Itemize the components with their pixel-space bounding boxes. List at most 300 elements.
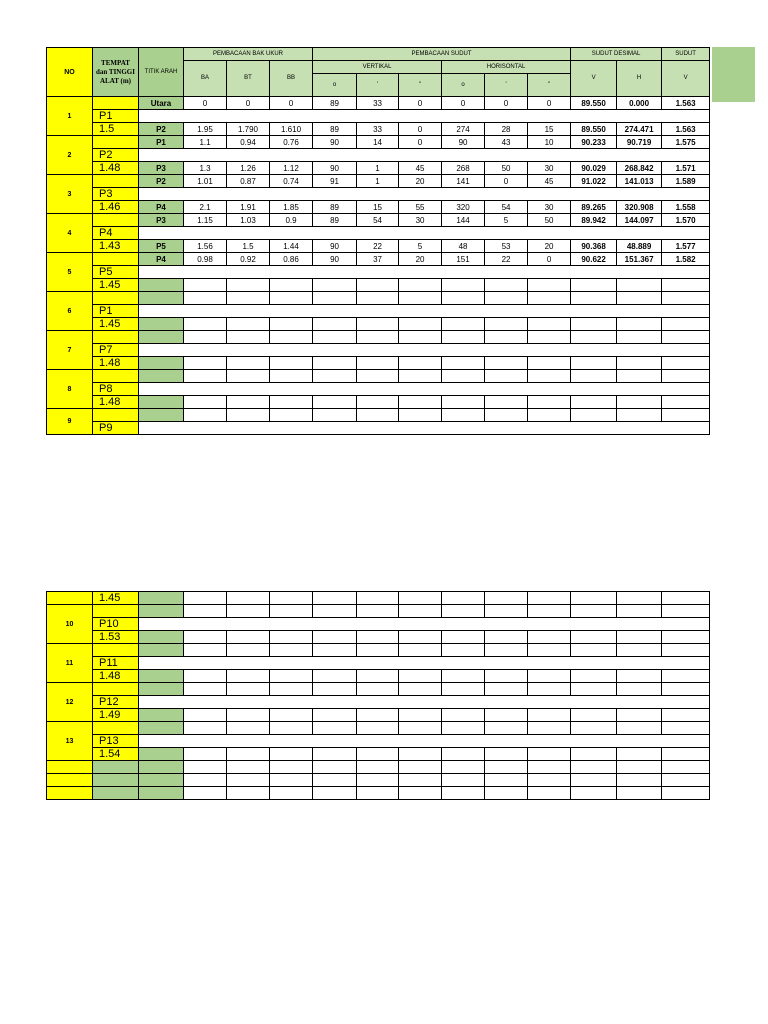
value-cell-bb [270, 292, 313, 305]
value-cell-v: 89.942 [571, 214, 617, 227]
value-cell-bb: 1.610 [270, 123, 313, 136]
value-cell-vm [357, 670, 399, 683]
station-name: P12 [93, 696, 139, 709]
value-cell-vs [399, 787, 442, 800]
titik-arah-cell: Utara [139, 97, 184, 110]
value-cell-bt: 0 [227, 97, 270, 110]
value-cell-bt: 1.03 [227, 214, 270, 227]
station-name: P8 [93, 383, 139, 396]
titik-arah-cell: P4 [139, 201, 184, 214]
value-cell-vd: 90 [313, 253, 357, 266]
value-cell-v2 [662, 709, 710, 722]
value-cell-v2 [662, 683, 710, 696]
table-row [47, 253, 710, 266]
table-row [47, 162, 710, 175]
value-cell-ba [184, 709, 227, 722]
value-cell-vm [357, 774, 399, 787]
station-name: P13 [93, 735, 139, 748]
value-cell-hm [485, 592, 528, 605]
value-cell-hd [442, 370, 485, 383]
titik-arah-cell [139, 357, 184, 370]
value-cell-hs [528, 292, 571, 305]
value-cell-vm [357, 409, 399, 422]
value-cell-vs [399, 722, 442, 735]
value-cell-bt [227, 787, 270, 800]
value-cell-hs: 20 [528, 240, 571, 253]
value-cell-v2 [662, 357, 710, 370]
value-cell-hm: 5 [485, 214, 528, 227]
station-number: 2 [47, 136, 93, 175]
station-number: 4 [47, 214, 93, 253]
value-cell-hd [442, 670, 485, 683]
titik-arah-cell [139, 605, 184, 618]
table-row [47, 357, 710, 370]
table-row [47, 722, 710, 735]
value-cell-hs: 30 [528, 162, 571, 175]
station-name-top [93, 331, 139, 344]
value-cell-v2: 1.582 [662, 253, 710, 266]
value-cell-v2 [662, 631, 710, 644]
value-cell-vm [357, 396, 399, 409]
value-cell-vs [399, 774, 442, 787]
blank-row-cell [139, 735, 710, 748]
table-row [47, 331, 710, 344]
value-cell-bb [270, 370, 313, 383]
value-cell-hm [485, 357, 528, 370]
station-name: P4 [93, 227, 139, 240]
value-cell-vm: 15 [357, 201, 399, 214]
value-cell-h: 151.367 [617, 253, 662, 266]
value-cell-v: 91.022 [571, 175, 617, 188]
table-row [47, 396, 710, 409]
value-cell-v [571, 318, 617, 331]
station-height: 1.5 [93, 123, 139, 136]
value-cell-v2: 1.563 [662, 123, 710, 136]
value-cell-bb [270, 670, 313, 683]
value-cell-bt [227, 409, 270, 422]
header-sudut: SUDUT [662, 48, 710, 61]
station-name-top [93, 722, 139, 735]
value-cell-hs: 0 [528, 97, 571, 110]
station-name-top [93, 292, 139, 305]
table-row [47, 631, 710, 644]
value-cell-hs [528, 396, 571, 409]
value-cell-v: 89.550 [571, 123, 617, 136]
value-cell-hs [528, 357, 571, 370]
value-cell-hm: 22 [485, 253, 528, 266]
value-cell-bb [270, 787, 313, 800]
titik-arah-cell: P2 [139, 123, 184, 136]
station-name: P2 [93, 149, 139, 162]
value-cell-h [617, 748, 662, 761]
value-cell-v2: 1.577 [662, 240, 710, 253]
value-cell-hs [528, 722, 571, 735]
value-cell-hs [528, 683, 571, 696]
value-cell-vm [357, 748, 399, 761]
value-cell-vs [399, 318, 442, 331]
value-cell-bt: 0.87 [227, 175, 270, 188]
titik-arah-cell [139, 670, 184, 683]
value-cell-vs [399, 370, 442, 383]
value-cell-h [617, 592, 662, 605]
value-cell-hs: 30 [528, 201, 571, 214]
value-cell-hd [442, 683, 485, 696]
value-cell-vm [357, 592, 399, 605]
value-cell-h [617, 774, 662, 787]
value-cell-ba: 1.01 [184, 175, 227, 188]
header-h-sec: " [528, 74, 571, 97]
table-row [47, 318, 710, 331]
titik-arah-cell [139, 396, 184, 409]
value-cell-h [617, 318, 662, 331]
value-cell-vs [399, 670, 442, 683]
value-cell-v: 90.233 [571, 136, 617, 149]
value-cell-ba [184, 683, 227, 696]
value-cell-h: 90.719 [617, 136, 662, 149]
value-cell-h [617, 292, 662, 305]
value-cell-h: 274.471 [617, 123, 662, 136]
value-cell-h [617, 631, 662, 644]
value-cell-bb: 0.86 [270, 253, 313, 266]
station-number [47, 787, 93, 800]
value-cell-bt [227, 683, 270, 696]
value-cell-bb: 1.12 [270, 162, 313, 175]
blank-row-cell [139, 266, 710, 279]
station-name-top [93, 214, 139, 227]
value-cell-hs [528, 761, 571, 774]
station-height: 1.45 [93, 592, 139, 605]
titik-arah-cell [139, 279, 184, 292]
value-cell-vd [313, 605, 357, 618]
value-cell-v2 [662, 279, 710, 292]
header-h-deg: o [442, 74, 485, 97]
station-number [47, 774, 93, 787]
value-cell-hm [485, 409, 528, 422]
value-cell-h [617, 605, 662, 618]
blank-row-cell [139, 227, 710, 240]
value-cell-vs [399, 761, 442, 774]
station-number [47, 592, 93, 605]
value-cell-vs [399, 279, 442, 292]
value-cell-v [571, 279, 617, 292]
value-cell-vd [313, 709, 357, 722]
value-cell-hd [442, 761, 485, 774]
header-pembacaan-sudut: PEMBACAAN SUDUT [313, 48, 571, 61]
value-cell-hd [442, 787, 485, 800]
value-cell-ba: 1.1 [184, 136, 227, 149]
value-cell-hs [528, 592, 571, 605]
value-cell-vd [313, 631, 357, 644]
value-cell-v2 [662, 292, 710, 305]
titik-arah-cell: P4 [139, 253, 184, 266]
value-cell-hs [528, 331, 571, 344]
value-cell-ba [184, 592, 227, 605]
station-height: 1.49 [93, 709, 139, 722]
value-cell-v [571, 605, 617, 618]
value-cell-bt [227, 761, 270, 774]
value-cell-hs [528, 370, 571, 383]
value-cell-bt [227, 605, 270, 618]
station-number: 3 [47, 175, 93, 214]
value-cell-bb [270, 279, 313, 292]
table-row [47, 305, 710, 318]
station-height: 1.48 [93, 162, 139, 175]
value-cell-hd [442, 748, 485, 761]
value-cell-hm: 0 [485, 175, 528, 188]
titik-arah-cell: P2 [139, 175, 184, 188]
value-cell-ba [184, 644, 227, 657]
header-bb: BB [270, 61, 313, 97]
station-height: 1.54 [93, 748, 139, 761]
value-cell-ba [184, 331, 227, 344]
table-row [47, 136, 710, 149]
value-cell-vs: 5 [399, 240, 442, 253]
value-cell-bt [227, 292, 270, 305]
value-cell-vd [313, 787, 357, 800]
value-cell-v [571, 631, 617, 644]
value-cell-hm [485, 761, 528, 774]
value-cell-v: 89.550 [571, 97, 617, 110]
value-cell-ba: 1.95 [184, 123, 227, 136]
value-cell-vm [357, 318, 399, 331]
table-row [47, 774, 710, 787]
value-cell-vs [399, 396, 442, 409]
value-cell-h [617, 709, 662, 722]
value-cell-vd: 89 [313, 97, 357, 110]
value-cell-hm: 0 [485, 97, 528, 110]
value-cell-h: 48.889 [617, 240, 662, 253]
value-cell-vs [399, 631, 442, 644]
header-ba: BA [184, 61, 227, 97]
value-cell-h [617, 279, 662, 292]
station-name: P1 [93, 305, 139, 318]
value-cell-hm [485, 605, 528, 618]
titik-arah-cell: P3 [139, 214, 184, 227]
table-row [47, 175, 710, 188]
value-cell-hd: 268 [442, 162, 485, 175]
value-cell-hd [442, 279, 485, 292]
station-name: P3 [93, 188, 139, 201]
value-cell-h [617, 370, 662, 383]
value-cell-vm [357, 787, 399, 800]
value-cell-hs: 45 [528, 175, 571, 188]
value-cell-bb [270, 761, 313, 774]
table-row [47, 149, 710, 162]
value-cell-vm [357, 644, 399, 657]
value-cell-hm [485, 787, 528, 800]
value-cell-vm: 14 [357, 136, 399, 149]
value-cell-vs: 0 [399, 97, 442, 110]
value-cell-v [571, 761, 617, 774]
value-cell-vm [357, 370, 399, 383]
value-cell-v [571, 683, 617, 696]
value-cell-ba [184, 670, 227, 683]
value-cell-vd: 89 [313, 201, 357, 214]
value-cell-hs [528, 605, 571, 618]
value-cell-v2 [662, 592, 710, 605]
value-cell-v2 [662, 396, 710, 409]
value-cell-hm [485, 670, 528, 683]
value-cell-v: 90.368 [571, 240, 617, 253]
value-cell-h [617, 644, 662, 657]
header-v-sec: " [399, 74, 442, 97]
value-cell-ba [184, 605, 227, 618]
value-cell-hd [442, 631, 485, 644]
table-row [47, 618, 710, 631]
value-cell-vd [313, 774, 357, 787]
value-cell-vs: 0 [399, 123, 442, 136]
value-cell-bb: 1.85 [270, 201, 313, 214]
table-row [47, 227, 710, 240]
titik-arah-cell [139, 709, 184, 722]
value-cell-hs [528, 279, 571, 292]
station-number [47, 761, 93, 774]
value-cell-bt: 0.92 [227, 253, 270, 266]
value-cell-vm [357, 279, 399, 292]
value-cell-h: 320.908 [617, 201, 662, 214]
value-cell-hm [485, 683, 528, 696]
value-cell-h [617, 396, 662, 409]
value-cell-hs: 50 [528, 214, 571, 227]
value-cell-ba [184, 318, 227, 331]
value-cell-v [571, 644, 617, 657]
value-cell-hd [442, 396, 485, 409]
blank-row-cell [139, 657, 710, 670]
value-cell-bb [270, 331, 313, 344]
value-cell-bb [270, 722, 313, 735]
value-cell-bt [227, 709, 270, 722]
station-name-top [93, 409, 139, 422]
value-cell-v2 [662, 409, 710, 422]
value-cell-v [571, 748, 617, 761]
value-cell-v2 [662, 761, 710, 774]
station-height: 1.43 [93, 240, 139, 253]
table-row [47, 644, 710, 657]
value-cell-bb: 1.44 [270, 240, 313, 253]
value-cell-bb: 0.76 [270, 136, 313, 149]
value-cell-vd: 90 [313, 240, 357, 253]
value-cell-hm [485, 644, 528, 657]
station-number: 7 [47, 331, 93, 370]
value-cell-v2 [662, 722, 710, 735]
titik-arah-cell [139, 683, 184, 696]
value-cell-hm: 50 [485, 162, 528, 175]
value-cell-vs: 30 [399, 214, 442, 227]
table-row [47, 266, 710, 279]
table-row [47, 735, 710, 748]
value-cell-hd: 0 [442, 97, 485, 110]
value-cell-bb [270, 683, 313, 696]
value-cell-v [571, 787, 617, 800]
value-cell-vm [357, 761, 399, 774]
titik-arah-cell [139, 292, 184, 305]
value-cell-v [571, 357, 617, 370]
value-cell-v2: 1.571 [662, 162, 710, 175]
value-cell-bb [270, 748, 313, 761]
value-cell-hd [442, 592, 485, 605]
value-cell-hs: 0 [528, 253, 571, 266]
value-cell-hd [442, 409, 485, 422]
value-cell-hd: 48 [442, 240, 485, 253]
value-cell-h: 144.097 [617, 214, 662, 227]
value-cell-vd [313, 331, 357, 344]
value-cell-ba [184, 761, 227, 774]
value-cell-vd [313, 748, 357, 761]
value-cell-vs: 55 [399, 201, 442, 214]
station-height: 1.48 [93, 670, 139, 683]
value-cell-vs [399, 592, 442, 605]
station-name: P10 [93, 618, 139, 631]
table-row [47, 683, 710, 696]
blank-row-cell [139, 383, 710, 396]
value-cell-bb: 0.74 [270, 175, 313, 188]
table-row [47, 240, 710, 253]
header-sudut-desimal: SUDUT DESIMAL [571, 48, 662, 61]
value-cell-v2 [662, 787, 710, 800]
value-cell-bt [227, 774, 270, 787]
titik-arah-cell [139, 592, 184, 605]
station-name: P1 [93, 110, 139, 123]
value-cell-ba [184, 279, 227, 292]
header-v-min: ' [357, 74, 399, 97]
station-number: 11 [47, 644, 93, 683]
station-number: 8 [47, 370, 93, 409]
value-cell-hs [528, 670, 571, 683]
value-cell-ba: 0.98 [184, 253, 227, 266]
value-cell-bb [270, 409, 313, 422]
value-cell-h [617, 683, 662, 696]
blank-row-cell [139, 618, 710, 631]
titik-arah-cell [139, 318, 184, 331]
value-cell-hd [442, 774, 485, 787]
value-cell-bt [227, 748, 270, 761]
header-bak-ukur: PEMBACAAN BAK UKUR [184, 48, 313, 61]
station-name: P11 [93, 657, 139, 670]
table-row [47, 696, 710, 709]
station-number: 12 [47, 683, 93, 722]
table-row [47, 292, 710, 305]
value-cell-hs [528, 409, 571, 422]
station-height: 1.48 [93, 357, 139, 370]
value-cell-ba: 0 [184, 97, 227, 110]
station-height: 1.46 [93, 201, 139, 214]
value-cell-vd [313, 396, 357, 409]
value-cell-v [571, 709, 617, 722]
table-row [47, 97, 710, 110]
value-cell-vd [313, 644, 357, 657]
value-cell-bb [270, 357, 313, 370]
station-name [93, 761, 139, 774]
table-row [47, 344, 710, 357]
header-vertikal: VERTIKAL [313, 61, 442, 74]
station-name-top [93, 175, 139, 188]
value-cell-hd: 141 [442, 175, 485, 188]
table-row [47, 605, 710, 618]
value-cell-vd: 90 [313, 136, 357, 149]
value-cell-vm [357, 631, 399, 644]
value-cell-bt [227, 631, 270, 644]
value-cell-vm: 37 [357, 253, 399, 266]
station-name-top [93, 136, 139, 149]
table-row [47, 657, 710, 670]
value-cell-vm [357, 709, 399, 722]
value-cell-bt [227, 396, 270, 409]
table-row [47, 748, 710, 761]
value-cell-v2: 1.563 [662, 97, 710, 110]
value-cell-vm [357, 722, 399, 735]
value-cell-v2: 1.589 [662, 175, 710, 188]
value-cell-v2 [662, 774, 710, 787]
